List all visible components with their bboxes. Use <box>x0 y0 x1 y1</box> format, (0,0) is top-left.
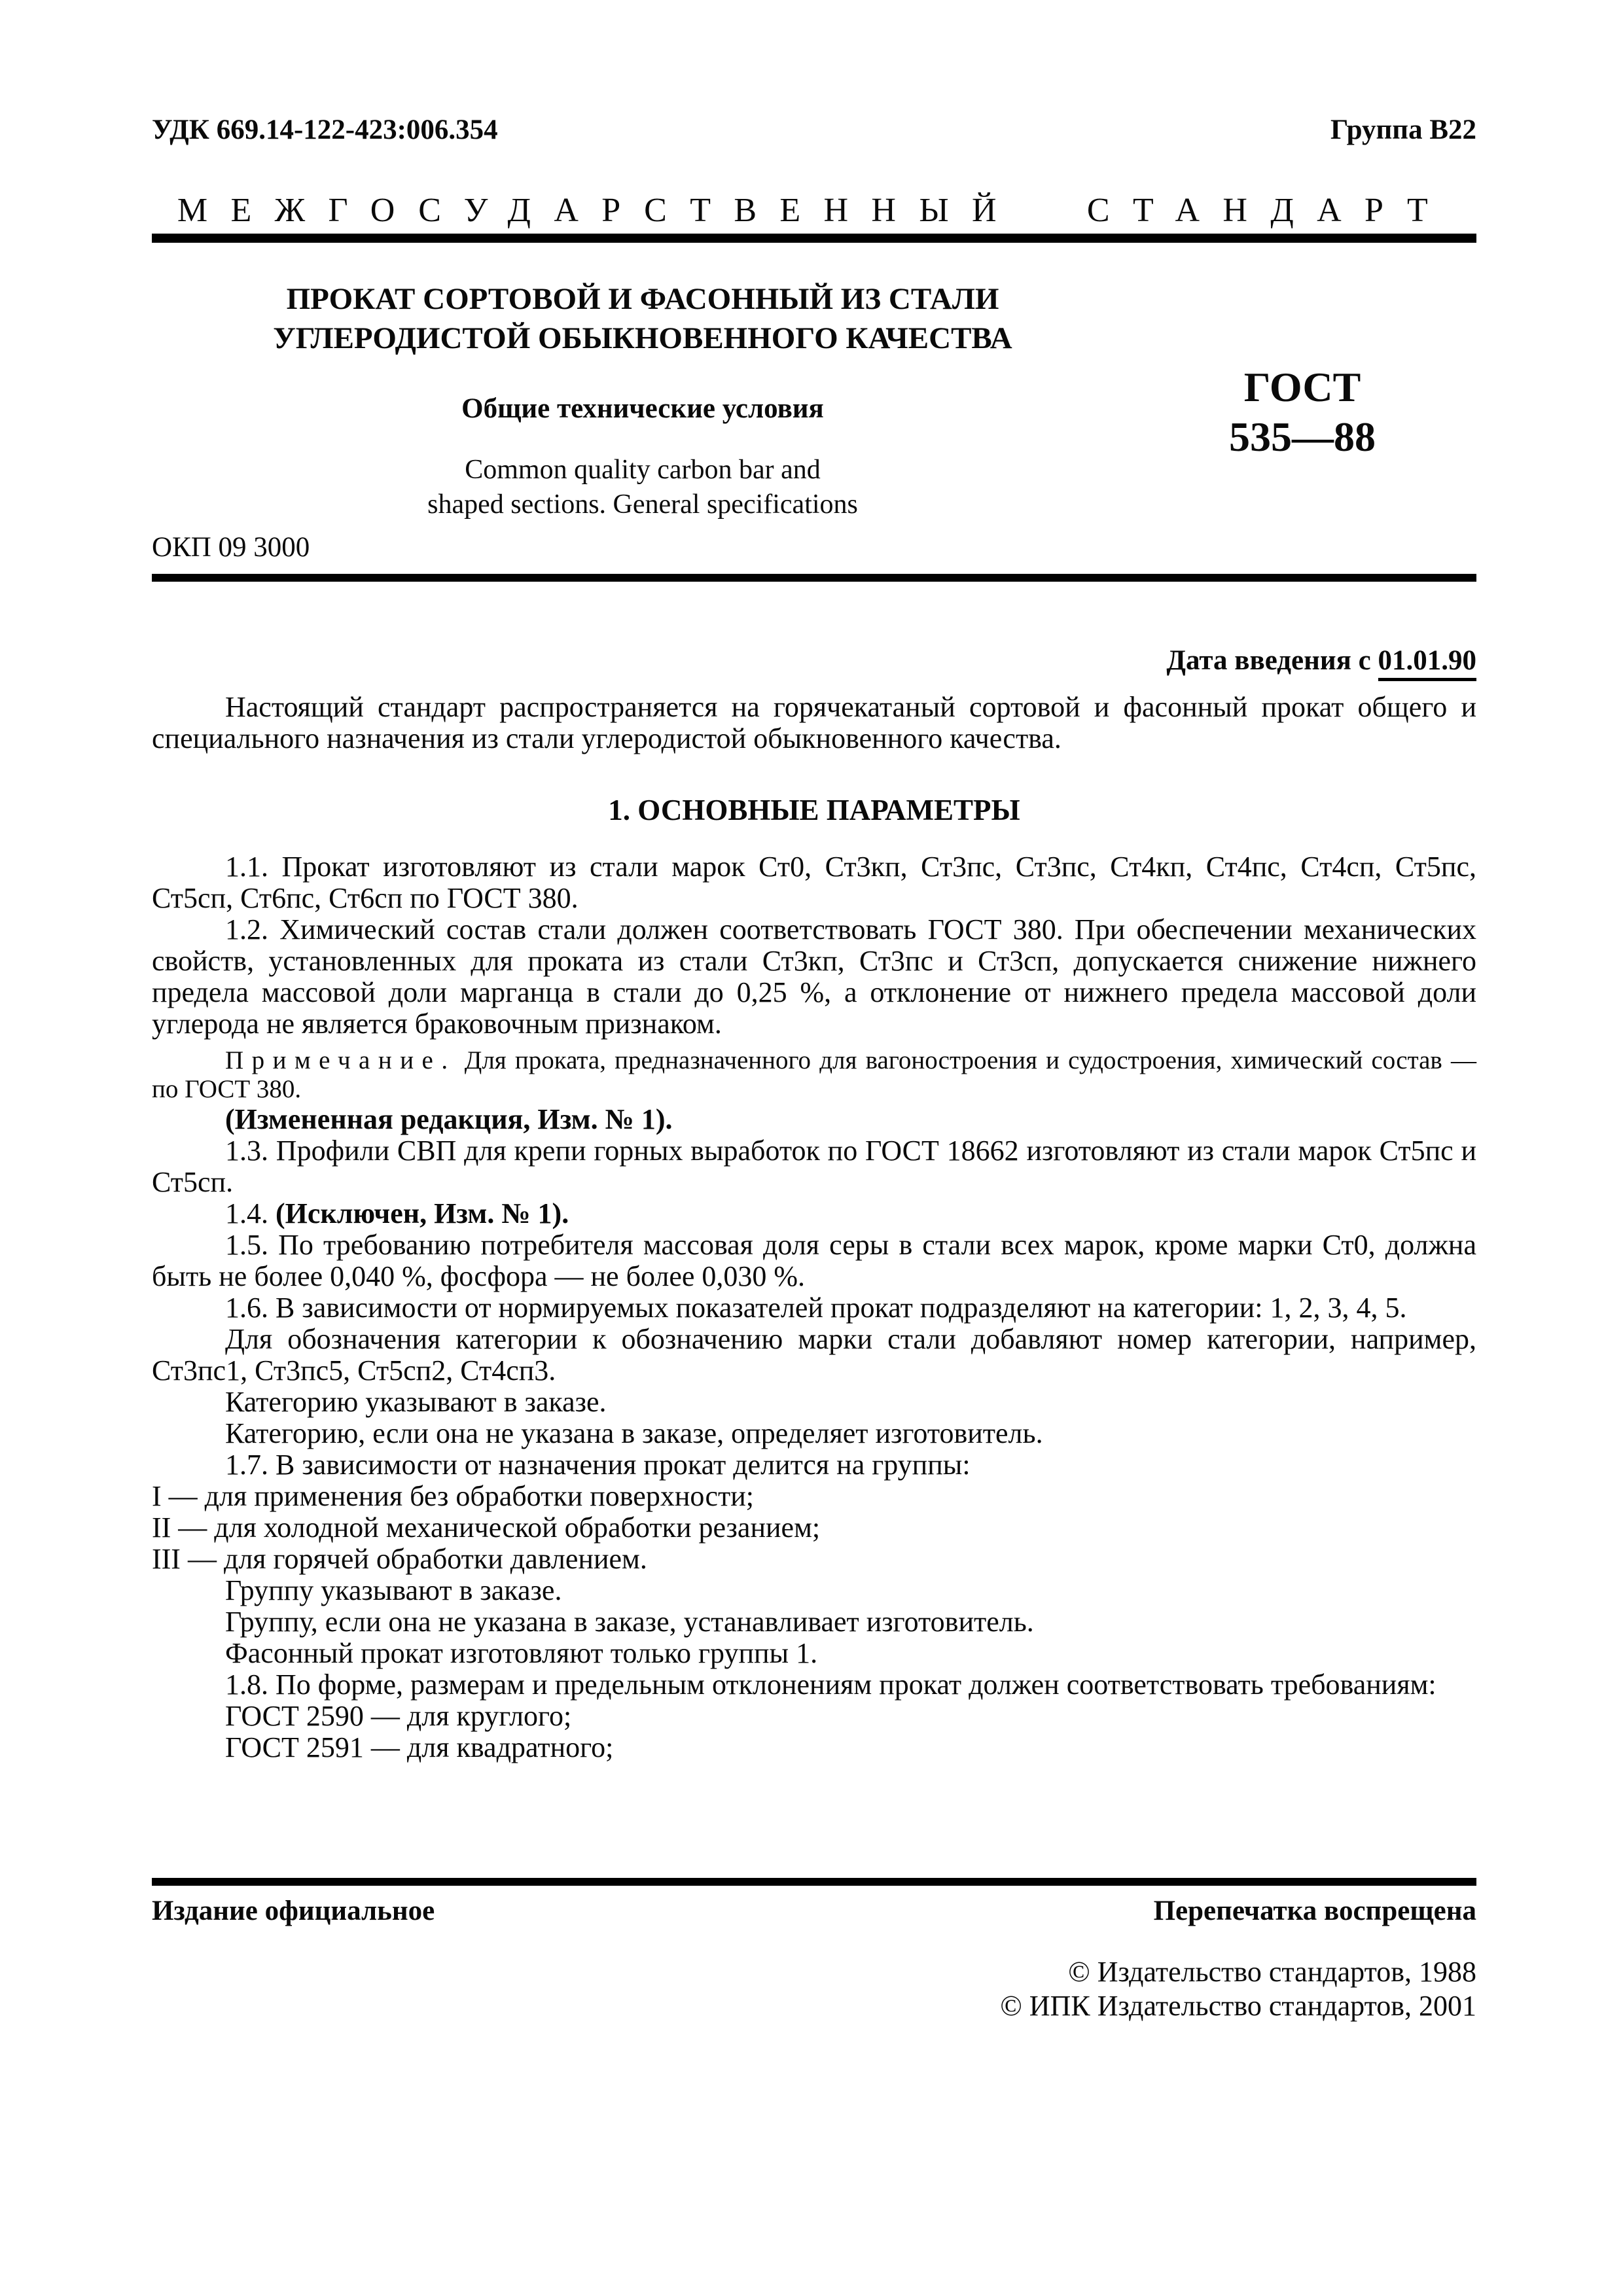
amendment-reference: (Измененная редакция, Изм. № 1). <box>225 1103 673 1135</box>
copyright-1988: © Издательство стандартов, 1988 <box>1068 1956 1476 1988</box>
introduction-date <box>152 646 1476 676</box>
udk-code: УДК 669.14-122-423:006.354 <box>152 115 498 145</box>
clause-1-7: 1.7. В зависимости от назначения прокат делится на группы: <box>225 1449 971 1481</box>
clause-1-1: 1.1. Прокат изготовляют из стали марок Ст0, Ст3кп, Ст3пс, Ст3пс, Ст4кп, Ст4пс, Ст4сп, Ст5пс, Ст5сп, Ст6пс, Ст6сп по ГОСТ 380. <box>152 851 1476 914</box>
shaped-rolled-note: Фасонный прокат изготовляют только группы 1. <box>225 1637 818 1669</box>
document-subtitle: Общие технические условия <box>461 393 824 424</box>
clause-1-5: 1.5. По требованию потребителя массовая доля серы в стали всех марок, кроме марки Ст0, должна быть не более 0,040 %, фосфора — не более 0,030 %. <box>152 1229 1476 1292</box>
introduction-date-value: 01.01.90 <box>1378 645 1477 681</box>
section-1-body <box>152 851 1476 1763</box>
gost-designation-number: 535—88 <box>1229 414 1376 460</box>
copyright-block <box>152 1955 1476 2023</box>
group-code: Группа В22 <box>1330 115 1476 145</box>
category-order-note: Категорию указывают в заказе. <box>225 1386 607 1418</box>
page-content <box>152 0 1476 2022</box>
top-rule <box>152 234 1476 243</box>
group-iii-item: III — для горячей обработки давлением. <box>152 1543 647 1575</box>
document-title <box>152 279 1133 358</box>
document-title-line2: УГЛЕРОДИСТОЙ ОБЫКНОВЕННОГО КАЧЕСТВА <box>273 321 1012 355</box>
clause-1-4 <box>152 1198 1476 1229</box>
footer-labels <box>152 1896 1476 1926</box>
section-1-heading: 1. ОСНОВНЫЕ ПАРАМЕТРЫ <box>608 794 1020 826</box>
document-title-english-line1: Common quality carbon bar and <box>465 455 821 485</box>
group-ii-item: II — для холодной механической обработки резанием; <box>152 1511 821 1544</box>
official-edition-label: Издание официальное <box>152 1896 435 1926</box>
note-text: Для проката, предназначенного для вагоностроения и судостроения, химический состав — по ГОСТ 380. <box>152 1046 1476 1103</box>
title-section <box>152 279 1476 522</box>
standard-type-banner: МЕЖГОСУДАРСТВЕННЫЙ СТАНДАРТ <box>177 192 1452 229</box>
reference-gost-2591: ГОСТ 2591 — для квадратного; <box>225 1731 614 1763</box>
copyright-2001: © ИПК Издательство стандартов, 2001 <box>1000 1990 1476 2022</box>
okp-code: ОКП 09 3000 <box>152 532 310 563</box>
document-title-english-line2: shaped sections. General specifications <box>427 489 858 520</box>
clause-1-2-note <box>152 1046 1476 1104</box>
page-footer <box>152 1878 1476 2023</box>
category-designation-example: Для обозначения категории к обозначению марки стали добавляют номер категории, например, Ст3пс1, Ст3пс5, Ст5сп2, Ст4сп3. <box>152 1323 1476 1386</box>
gost-designation <box>1145 362 1459 462</box>
group-i-item: I — для применения без обработки поверхности; <box>152 1480 755 1512</box>
group-order-note: Группу указывают в заказе. <box>225 1574 562 1606</box>
clause-1-2: 1.2. Химический состав стали должен соответствовать ГОСТ 380. При обеспечении механических свойств, установленных для проката из стали Ст3кп, Ст3пс и Ст3сп, допускается снижение нижнего предела массовой доли марганца в стали до 0,25 %, а отклонение от нижнего предела массовой доли углерода не является браковочным признаком. <box>152 913 1476 1040</box>
footer-rule <box>152 1878 1476 1886</box>
reprint-prohibited-label: Перепечатка воспрещена <box>1153 1896 1476 1926</box>
page-header <box>152 115 1476 145</box>
clause-1-4-text: (Исключен, Изм. № 1). <box>276 1197 569 1229</box>
clause-1-4-number: 1.4. <box>225 1197 268 1229</box>
clause-1-6: 1.6. В зависимости от нормируемых показателей прокат подразделяют на категории: 1, 2, 3, 4, 5. <box>225 1292 1407 1324</box>
reference-gost-2590: ГОСТ 2590 — для круглого; <box>225 1700 572 1732</box>
okp-rule <box>152 574 1476 582</box>
introduction-date-label: Дата введения с <box>1166 645 1371 676</box>
clause-1-3: 1.3. Профили СВП для крепи горных выработок по ГОСТ 18662 изготовляют из стали марок Ст5пс и Ст5сп. <box>152 1135 1476 1198</box>
gost-designation-word: ГОСТ <box>1243 364 1361 410</box>
clause-1-8: 1.8. По форме, размерам и предельным отклонениям прокат должен соответствовать требованиям: <box>225 1669 1436 1701</box>
document-title-english <box>152 453 1133 522</box>
lead-paragraph: Настоящий стандарт распространяется на горячекатаный сортовой и фасонный прокат общего и специального назначения из стали углеродистой обыкновенного качества. <box>152 691 1476 754</box>
document-title-line1: ПРОКАТ СОРТОВОЙ И ФАСОННЫЙ ИЗ СТАЛИ <box>286 282 999 316</box>
group-default-note: Группу, если она не указана в заказе, устанавливает изготовитель. <box>225 1606 1034 1638</box>
note-label: Примечание. <box>225 1046 456 1074</box>
title-column <box>152 279 1133 522</box>
category-default-note: Категорию, если она не указана в заказе, определяет изготовитель. <box>225 1417 1043 1449</box>
